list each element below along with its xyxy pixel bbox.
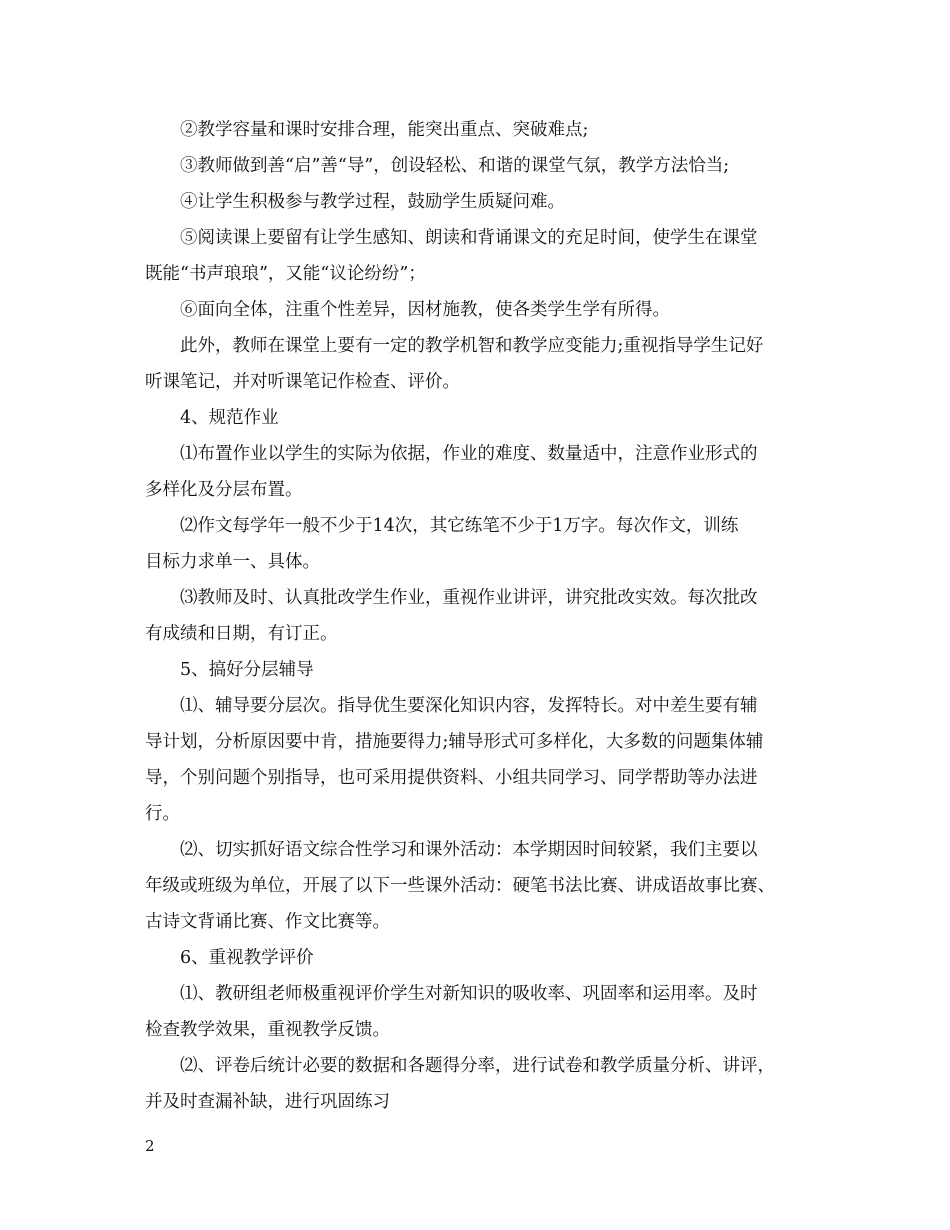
text-line: 6、重视教学评价 [180,948,314,968]
text-line: ⑴布置作业以学生的实际为依据，作业的难度、数量适中，注意作业形式的 [180,444,758,464]
paragraph [145,220,810,292]
paragraph [145,1048,810,1120]
text-line: 4、规范作业 [180,408,279,428]
page-number: 2 [145,1137,155,1155]
text-line: ⑶教师及时、认真批改学生作业，重视作业讲评，讲究批改实效。每次批改 [180,588,758,608]
text-line: 导计划，分析原因要中肯，措施要得力;辅导形式可多样化，大多数的问题集体辅 [145,732,764,752]
text-line: ⑵、评卷后统计必要的数据和各题得分率，进行试卷和教学质量分析、讲评， [180,1056,775,1076]
text-line: 古诗文背诵比赛、作文比赛等。 [145,912,390,932]
text-line: 导，个别问题个别指导，也可采用提供资料、小组共同学习、同学帮助等办法进 [145,768,758,788]
text-line: 年级或班级为单位，开展了以下一些课外活动：硬笔书法比赛、讲成语故事比赛、 [145,876,775,896]
paragraph [145,436,810,508]
text-line: 目标力求单一、具体。 [145,552,320,572]
text-line: 多样化及分层布置。 [145,480,303,500]
text-line: 此外，教师在课堂上要有一定的教学机智和教学应变能力;重视指导学生记好 [180,336,764,356]
text-line: 并及时查漏补缺，进行巩固练习 [145,1092,390,1112]
text-line: ⑤阅读课上要留有让学生感知、朗读和背诵课文的充足时间，使学生在课堂 [180,228,758,248]
paragraph [145,580,810,652]
text-line: ⑵、切实抓好语文综合性学习和课外活动：本学期因时间较紧，我们主要以 [180,840,758,860]
text-line: 既能“书声琅琅”，又能“议论纷纷”； [145,264,426,284]
text-line: ⑵作文每学年一般不少于14次，其它练笔不少于1万字。每次作文，训练 [180,516,739,536]
text-line: ②教学容量和课时安排合理，能突出重点、突破难点; [180,120,589,140]
paragraph [145,508,810,580]
text-line: 检查教学效果，重视教学反馈。 [145,1020,390,1040]
paragraph [145,832,810,940]
paragraph [145,688,810,832]
document-body [145,112,810,1120]
text-line: ③教师做到善“启”善“导”，创设轻松、和谐的课堂气氛，教学方法恰当; [180,156,730,176]
paragraph [145,400,810,436]
text-line: 听课笔记，并对听课笔记作检查、评价。 [145,372,460,392]
text-line: 5、搞好分层辅导 [180,660,314,680]
text-line: 有成绩和日期，有订正。 [145,624,338,644]
text-line: ⑥面向全体，注重个性差异，因材施教，使各类学生学有所得。 [180,300,670,320]
paragraph [145,148,810,184]
text-line: 行。 [145,804,180,824]
paragraph [145,292,810,328]
paragraph [145,940,810,976]
paragraph [145,112,810,148]
text-line: ⑴、教研组老师极重视评价学生对新知识的吸收率、巩固率和运用率。及时 [180,984,758,1004]
paragraph [145,328,810,400]
paragraph [145,652,810,688]
paragraph [145,184,810,220]
text-line: ④让学生积极参与教学过程，鼓励学生质疑问难。 [180,192,565,212]
paragraph [145,976,810,1048]
text-line: ⑴、辅导要分层次。指导优生要深化知识内容，发挥特长。对中差生要有辅 [180,696,758,716]
